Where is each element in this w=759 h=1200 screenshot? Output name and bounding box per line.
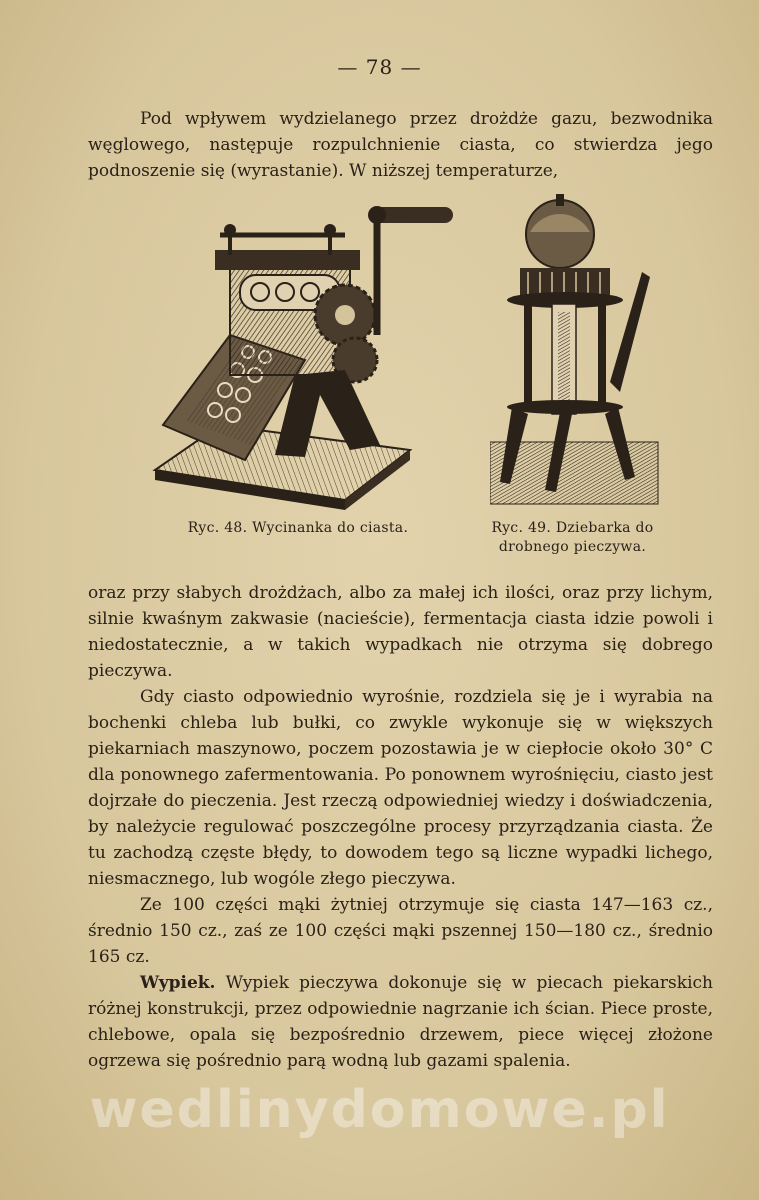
figure-49-caption-line2: drobnego pieczywa.: [498, 539, 647, 555]
paragraph-intro: Pod wpływem wydzielanego przez drożdże gazu, bezwodnika węglowego, następuje rozpulchnienie ciasta, co stwierdza jego podnoszenie się (wyrastanie). W niższej temperaturze,: [88, 109, 713, 181]
text-block-top: [88, 106, 713, 184]
figure-49-caption: [470, 519, 675, 557]
bread-divider-illustration: [490, 192, 660, 510]
paragraph-dough-yield: Ze 100 części mąki żytniej otrzymuje się ciasta 147—163 cz., średnio 150 cz., zaś ze 100 części mąki pszennej 150—180 cz., średnio 165 cz.: [88, 895, 713, 967]
paragraph-fermentation: oraz przy słabych drożdżach, albo za małej ich ilości, oraz przy lichym, silnie kwaśnym zakwasie (nacieście), fermentacja ciasta idzie powoli i niedostatecznie, a w takich wypadkach nie otrzyma się dobrego pieczywa.: [88, 583, 713, 681]
paragraph-baking-text: Wypiek pieczywa dokonuje się w piecach piekarskich różnej konstrukcji, przez odpowiednie nagrzanie ich ścian. Piece proste, chlebowe, opala się bezpośrednio drzewem, piece więcej złożone ogrzewa się pośrednio parą wodną lub gazami spalenia.: [88, 973, 713, 1071]
dough-cutter-illustration: [145, 195, 455, 510]
figure-49-caption-line1: Ryc. 49. Dziebarka do: [491, 520, 654, 536]
figure-48-caption: Ryc. 48. Wycinanka do ciasta.: [187, 520, 409, 536]
page-number: — 78 —: [337, 55, 422, 79]
paragraph-baking: [88, 970, 713, 1074]
text-block-bottom: [88, 580, 713, 1074]
section-heading-wypiek: Wypiek.: [140, 973, 216, 993]
paragraph-dough-shaping: Gdy ciasto odpowiednio wyrośnie, rozdziela się je i wyrabia na bochenki chleba lub bułki, co zwykle wykonuje się w większych piekarniach maszynowo, poczem pozostawia je w ciepłocie około 30° C dla ponownego zafermentowania. Po ponownem wyrośnięciu, ciasto jest dojrzałe do pieczenia. Jest rzeczą odpowiedniej wiedzy i doświadczenia, by należycie regulować poszczególne procesy przyrządzania ciasta. Że tu zachodzą częste błędy, to dowodem tego są liczne wypadki lichego, niesmacznego, lub wogóle złego pieczywa.: [88, 687, 713, 889]
watermark: wedlinydomowe.pl: [89, 1080, 670, 1140]
